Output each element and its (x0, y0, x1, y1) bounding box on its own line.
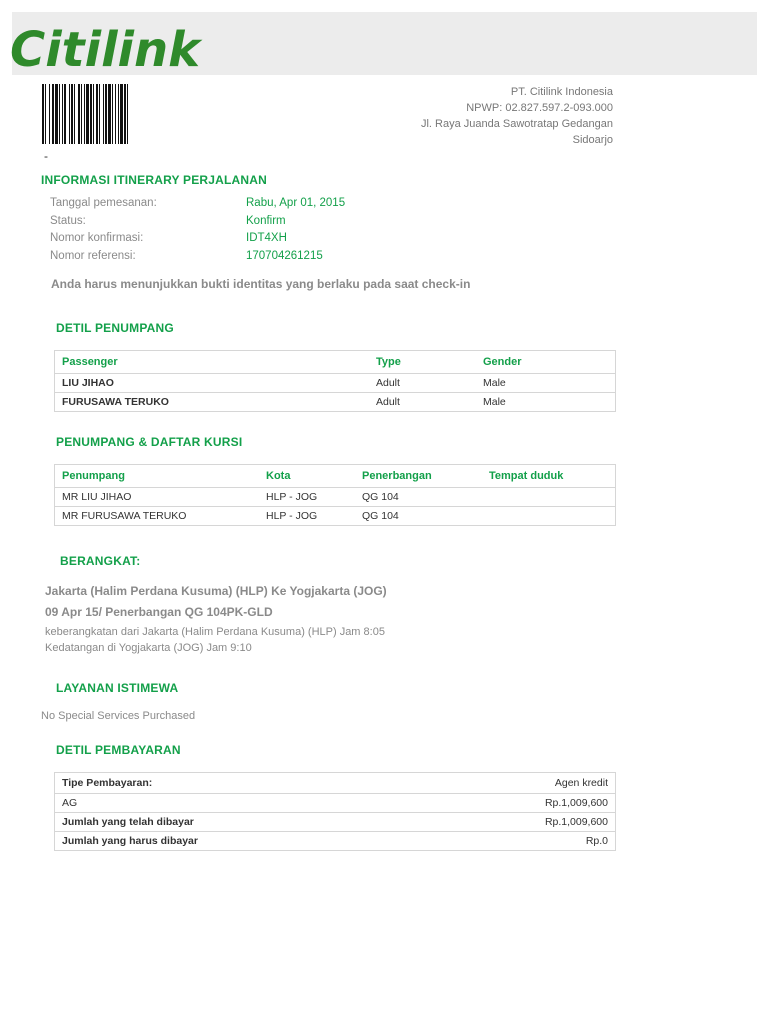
column-header: Gender (476, 351, 616, 374)
barcode-bar (62, 84, 63, 144)
info-label: Nomor referensi: (50, 249, 136, 262)
barcode-bar (71, 84, 73, 144)
services-text: No Special Services Purchased (41, 710, 196, 722)
table-row (55, 393, 616, 412)
barcode-bar (55, 84, 58, 144)
passenger-type: Adult (369, 393, 476, 412)
payment-label: Jumlah yang telah dibayar (55, 813, 425, 832)
passenger-name: FURUSAWA TERUKO (55, 393, 370, 412)
barcode-bar (74, 84, 75, 144)
company-npwp: NPWP: 02.827.597.2-093.000 (466, 102, 613, 114)
barcode-bar (124, 84, 126, 144)
seat-flight: QG 104 (355, 488, 482, 507)
table-row (55, 488, 616, 507)
column-header: Penerbangan (355, 465, 482, 488)
barcode-caption: - (44, 149, 48, 163)
seats-title: PENUMPANG & DAFTAR KURSI (56, 435, 243, 449)
passengers-table (54, 350, 616, 412)
info-row (50, 232, 345, 250)
departure-route: Jakarta (Halim Perdana Kusuma) (HLP) Ke Yogjakarta (JOG) (45, 584, 387, 598)
info-value: IDT4XH (246, 232, 287, 244)
payment-value: Rp.0 (425, 832, 616, 851)
departure-flight: 09 Apr 15/ Penerbangan QG 104PK-GLD (45, 605, 273, 619)
departure-title: BERANGKAT: (60, 554, 141, 568)
barcode-bar (86, 84, 89, 144)
payment-value: Agen kredit (425, 773, 616, 794)
barcode-bar (112, 84, 113, 144)
table-row (55, 374, 616, 393)
company-name: PT. Citilink Indonesia (510, 86, 613, 98)
payment-value: Rp.1,009,600 (425, 794, 616, 813)
barcode-bar (118, 84, 119, 144)
seat-flight: QG 104 (355, 507, 482, 526)
seat-city: HLP - JOG (259, 507, 355, 526)
payment-value: Rp.1,009,600 (425, 813, 616, 832)
barcode-bar (78, 84, 80, 144)
barcode-bar (103, 84, 104, 144)
payment-label: Jumlah yang harus dibayar (55, 832, 425, 851)
citilink-logo: Citilink (10, 22, 201, 78)
info-value: 170704261215 (246, 249, 323, 262)
barcode-bar (108, 84, 111, 144)
barcode-bar (120, 84, 123, 144)
departure-time: keberangkatan dari Jakarta (Halim Perdana Kusuma) (HLP) Jam 8:05 (45, 626, 385, 638)
company-address-1: Jl. Raya Juanda Sawotratap Gedangan (420, 118, 613, 130)
column-header: Type (369, 351, 476, 374)
payment-title: DETIL PEMBAYARAN (56, 743, 181, 757)
arrival-time: Kedatangan di Yogjakarta (JOG) Jam 9:10 (45, 642, 252, 654)
passenger-gender: Male (476, 374, 616, 393)
barcode-bar (115, 84, 116, 144)
barcode-bar (64, 84, 66, 144)
barcode-bar (52, 84, 54, 144)
seat-number (482, 507, 616, 526)
passenger-name: LIU JIHAO (55, 374, 370, 393)
table-row (55, 813, 616, 832)
passengers-title: DETIL PENUMPANG (56, 321, 174, 335)
itinerary-title: INFORMASI ITINERARY PERJALANAN (41, 173, 268, 187)
info-row (50, 215, 345, 233)
company-info (421, 84, 613, 148)
table-row (55, 832, 616, 851)
itinerary-info (50, 197, 345, 267)
barcode-bar (69, 84, 70, 144)
barcode-bar (45, 84, 46, 144)
info-value: Konfirm (246, 214, 286, 227)
info-label: Tanggal pemesanan: (50, 197, 157, 209)
info-row (50, 250, 345, 268)
barcode-bar (93, 84, 94, 144)
barcode-bar (127, 84, 128, 144)
barcode-bar (59, 84, 60, 144)
passenger-type: Adult (369, 374, 476, 393)
barcode-bar (96, 84, 98, 144)
column-header: Tempat duduk (482, 465, 616, 488)
passenger-gender: Male (476, 393, 616, 412)
id-notice: Anda harus menunjukkan bukti identitas yang berlaku pada saat check-in (51, 277, 471, 291)
seat-city: HLP - JOG (259, 488, 355, 507)
payment-table (54, 772, 616, 851)
seat-passenger: MR LIU JIHAO (55, 488, 260, 507)
info-value: Rabu, Apr 01, 2015 (246, 197, 346, 209)
payment-label: AG (55, 794, 425, 813)
barcode-bar (90, 84, 92, 144)
info-label: Nomor konfirmasi: (50, 232, 144, 244)
services-title: LAYANAN ISTIMEWA (56, 681, 179, 695)
table-header-row (55, 465, 616, 488)
barcode-bar (81, 84, 82, 144)
payment-label: Tipe Pembayaran: (55, 773, 425, 794)
barcode-bar (42, 84, 44, 144)
barcode-bar (105, 84, 107, 144)
barcode-bar (84, 84, 85, 144)
table-row (55, 507, 616, 526)
column-header: Passenger (55, 351, 370, 374)
seat-passenger: MR FURUSAWA TERUKO (55, 507, 260, 526)
table-row (55, 794, 616, 813)
table-header-row (55, 351, 616, 374)
seat-number (482, 488, 616, 507)
column-header: Penumpang (55, 465, 260, 488)
barcode (42, 84, 168, 144)
barcode-bar (49, 84, 50, 144)
column-header: Kota (259, 465, 355, 488)
barcode-bar (99, 84, 100, 144)
seats-table (54, 464, 616, 526)
info-row (50, 197, 345, 215)
info-label: Status: (50, 214, 86, 227)
company-address-2: Sidoarjo (572, 134, 613, 146)
table-row (55, 773, 616, 794)
